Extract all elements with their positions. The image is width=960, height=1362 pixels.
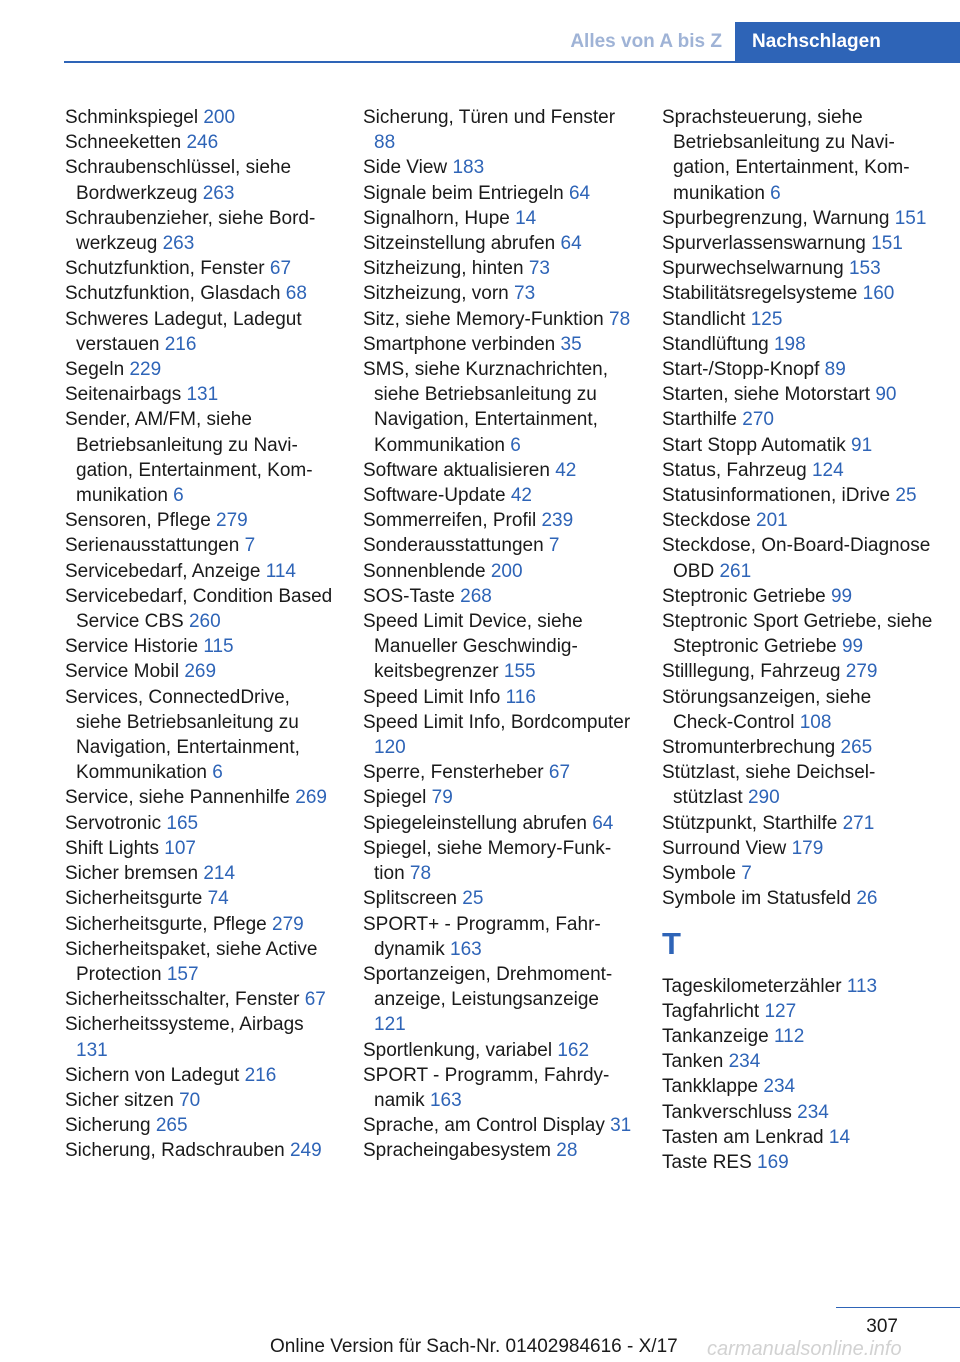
index-entry [662,458,934,483]
page-link[interactable]: 67 [548,762,571,784]
entry-text: Software aktualisieren [363,459,550,481]
page-link[interactable]: 183 [452,157,485,179]
entry-text: Starthilfe [662,409,737,431]
index-entry [662,281,934,306]
page-link[interactable]: 270 [742,409,774,431]
page-link[interactable]: 90 [875,384,897,406]
entry-text: Servicebedarf, Condition Based Service CBS [65,585,333,633]
entry-text: Steckdose [662,510,751,532]
index-entry [662,685,934,735]
page-link[interactable]: 91 [851,434,873,456]
entry-text: Sicherheitssysteme, Airbags [65,1014,304,1036]
entry-text: Service Historie [65,636,199,658]
index-entry [65,987,337,1012]
entry-text: Sperre, Fensterheber [363,762,544,784]
index-entry [662,659,934,684]
page-link[interactable]: 234 [763,1076,796,1098]
index-entry [662,433,934,458]
page-link[interactable]: 179 [791,837,824,859]
entry-text: Servotronic [65,812,162,834]
entry-text: Sicherung, Radschrauben [65,1140,285,1162]
entry-text: Tanken [662,1051,724,1073]
index-entry [662,332,934,357]
entry-text: Taste RES [662,1151,752,1173]
index-entry [363,332,635,357]
entry-text: Sicherung, Türen und Fenster [363,107,616,128]
entry-text: Sicherheitsgurte [65,888,203,910]
entry-text: Service Mobil [65,661,180,683]
entry-text: Standlicht [662,308,746,330]
index-entry [363,962,635,1038]
index-entry [363,886,635,911]
index-entry [65,659,337,684]
page-link[interactable]: 214 [203,863,236,885]
page-link[interactable]: 198 [773,333,806,355]
index-column-1 [65,105,337,1164]
entry-text: Signalhorn, Hupe [363,207,510,229]
page-link[interactable]: 89 [824,359,846,381]
entry-text: Services, ConnectedDrive, siehe Betriebsanleitung zu Navigation, Entertainment, Kommunikation [65,686,300,784]
index-entry [65,1113,337,1138]
page-link[interactable]: 279 [845,661,878,683]
entry-text: Spiegel, siehe Memory-Funktion [363,837,612,885]
entry-text: Tagfahrlicht [662,1000,760,1022]
entry-text: Tankklappe [662,1076,759,1098]
index-entry [65,836,337,861]
entry-text: Sicher bremsen [65,863,199,885]
index-entry [65,407,337,508]
header-rule [64,61,960,63]
index-entry [363,256,635,281]
page-link[interactable]: 7 [244,535,256,557]
index-entry [363,357,635,458]
page-link[interactable]: 157 [166,963,199,985]
entry-text: Sportanzeigen, Drehmomentanzeige, Leistungsanzeige [363,963,613,1011]
page-header [0,0,960,62]
page-link[interactable]: 25 [895,485,917,507]
index-entry [363,155,635,180]
page-link[interactable]: 163 [429,1089,462,1111]
page-link[interactable]: 107 [164,837,196,859]
entry-text: Spurwechselwarnung [662,258,844,280]
index-entry [65,281,337,306]
footer-rule [836,1307,960,1308]
page-link[interactable]: 260 [188,611,221,633]
page-link[interactable]: 200 [203,107,236,128]
index-entry [662,206,934,231]
page-link[interactable]: 35 [560,333,582,355]
index-entry [363,181,635,206]
page-link[interactable]: 121 [374,1014,406,1036]
page-link[interactable]: 68 [285,283,307,305]
page-link[interactable]: 269 [295,787,327,809]
page-link[interactable]: 26 [856,888,878,910]
entry-text: Stützpunkt, Starthilfe [662,812,838,834]
index-entry [662,1049,934,1074]
page-link[interactable]: 7 [741,863,752,885]
page-link[interactable]: 6 [770,182,781,204]
page-link[interactable]: 73 [514,283,536,305]
index-entry [363,483,635,508]
page-link[interactable]: 239 [541,510,574,532]
page-link[interactable]: 64 [560,233,582,255]
entry-text: Störungsanzeigen, siehe Check-Control [662,686,872,733]
index-entry [662,861,934,886]
entry-text: Splitscreen [363,888,457,910]
page-link[interactable]: 153 [848,258,881,280]
index-entry [65,634,337,659]
index-entry [662,836,934,861]
index-entry [65,937,337,987]
entry-text: Start-/Stopp-Knopf [662,359,820,381]
page-link[interactable]: 169 [757,1151,789,1173]
entry-text: Sonderausstattungen [363,535,544,557]
entry-text: Spurbegrenzung, Warnung [662,207,890,229]
page-link[interactable]: 261 [719,560,752,582]
page-number: 307 [866,1316,898,1337]
index-entry [363,533,635,558]
entry-text: Sicherheitspaket, siehe Active Protection [65,938,318,985]
page-link[interactable]: 78 [409,863,432,885]
index-entry [65,105,337,130]
page-link[interactable]: 268 [460,585,492,607]
index-entry [65,811,337,836]
entry-text: Steptronic Sport Getriebe, siehe Steptronic Getriebe [662,611,933,658]
entry-text: Schraubenschlüssel, siehe Bordwerkzeug [65,157,292,204]
page-link[interactable]: 290 [747,787,780,809]
entry-text: SPORT - Programm, Fahrdynamik [363,1064,610,1111]
page-link[interactable]: 263 [162,233,195,255]
entry-text: Sicherheitsgurte, Pflege [65,913,267,935]
index-entry [363,307,635,332]
index-entry [65,1012,337,1062]
index-entry [65,1138,337,1163]
index-entry [65,685,337,786]
entry-text: SMS, siehe Kurznachrichten, siehe Betriebsanleitung zu Navigation, Entertainment, Kommunikation [363,359,609,456]
entry-text: Shift Lights [65,837,159,859]
page-link[interactable]: 120 [374,737,406,759]
entry-text: Schweres Ladegut, Ladegut verstauen [65,308,302,355]
index-entry [363,458,635,483]
entry-text: Tankanzeige [662,1025,769,1047]
entry-text: Schminkspiegel [65,107,199,128]
entry-text: Sicher sitzen [65,1089,174,1111]
entry-text: Starten, siehe Motorstart [662,384,871,406]
index-entry [662,609,934,659]
entry-text: Seitenairbags [65,384,182,406]
chapter-tab: Nachschlagen [735,22,960,62]
page-link[interactable]: 64 [592,812,614,834]
entry-text: Sender, AM/FM, siehe Betriebsanleitung zu Navigation, Entertainment, Kommunikation [65,409,313,507]
entry-text: SPORT+ - Programm, Fahrdynamik [363,913,601,960]
entry-text: Schneeketten [65,132,182,154]
index-entry [662,508,934,533]
entry-text: Symbole im Statusfeld [662,888,852,910]
entry-text: Schutzfunktion, Glasdach [65,283,281,305]
page-link[interactable]: 265 [155,1115,188,1137]
page-link[interactable]: 79 [431,787,453,809]
index-entry [662,382,934,407]
index-entry [662,1150,934,1175]
page-link[interactable]: 200 [490,560,523,582]
entry-text: Stabilitätsregelsysteme [662,283,858,305]
index-entry [363,912,635,962]
page-link[interactable]: 160 [862,283,895,305]
index-entry [662,735,934,760]
index-entry [363,1138,635,1163]
index-entry [662,357,934,382]
page-link[interactable]: 131 [186,384,219,406]
page-link[interactable]: 265 [840,737,873,759]
index-entry [65,886,337,911]
entry-text: Service, siehe Pannenhilfe [65,787,290,809]
page-link[interactable]: 116 [505,686,536,708]
index-entry [65,382,337,407]
entry-text: Software-Update [363,485,506,507]
index-entry [363,559,635,584]
index-entry [662,256,934,281]
index-entry [65,1088,337,1113]
index-entry [65,256,337,281]
page-link[interactable]: 165 [166,812,199,834]
index-entry [65,533,337,558]
page-link[interactable]: 131 [76,1039,108,1061]
entry-text: Smartphone verbinden [363,333,556,355]
entry-text: Spiegeleinstellung abrufen [363,812,587,834]
entry-text: Tasten am Lenkrad [662,1126,824,1148]
page-link[interactable]: 124 [811,459,844,481]
index-entry [65,206,337,256]
index-entry [65,508,337,533]
index-letter-heading: T [662,925,681,961]
page-link[interactable]: 279 [216,510,248,532]
page-link[interactable]: 6 [212,762,223,784]
page-link[interactable]: 234 [728,1051,761,1073]
entry-text: Speed Limit Info [363,686,501,708]
index-entry [662,1024,934,1049]
index-entry [65,559,337,584]
index-entry [363,508,635,533]
entry-text: Steckdose, On-Board-Diagnose OBD [662,535,931,582]
page-link[interactable]: 74 [207,888,229,910]
index-entry [662,584,934,609]
page-link[interactable]: 249 [289,1140,322,1162]
page-link[interactable]: 64 [568,182,591,204]
page-link[interactable]: 70 [179,1089,201,1111]
page-link[interactable]: 42 [555,459,577,481]
entry-text: Sensoren, Pflege [65,510,211,532]
index-entry [65,155,337,205]
entry-text: Tageskilometerzähler [662,975,842,997]
index-column-2 [363,105,635,1164]
index-entry [65,357,337,382]
entry-text: Schutzfunktion, Fenster [65,258,265,280]
page-link[interactable]: 7 [548,535,560,557]
page-link[interactable]: 115 [203,636,234,658]
watermark: carmanualsonline.info [707,1338,902,1360]
entry-text: Spracheingabesystem [363,1140,551,1162]
index-entry [662,231,934,256]
index-entry [363,231,635,256]
entry-text: Spurverlassenswarnung [662,233,866,255]
page-link[interactable]: 155 [503,661,536,683]
page-link[interactable]: 42 [510,485,532,507]
index-entry [363,710,635,760]
page-link[interactable]: 67 [269,258,292,280]
index-entry [65,130,337,155]
page-link[interactable]: 25 [462,888,484,910]
entry-text: Stilllegung, Fahrzeug [662,661,841,683]
online-version-note: Online Version für Sach-Nr. 01402984616 - X/17 [270,1336,678,1357]
page-link[interactable]: 201 [756,510,788,532]
entry-text: Sitzheizung, vorn [363,283,509,305]
index-entry [662,811,934,836]
index-entry [363,105,635,155]
index-entry [363,836,635,886]
index-entry [363,785,635,810]
index-entry [363,206,635,231]
index-entry [662,999,934,1024]
entry-text: Speed Limit Device, siehe Manueller Geschwindigkeitsbegrenzer [363,611,583,683]
index-entry [363,584,635,609]
index-entry [65,785,337,810]
page-link[interactable]: 6 [173,485,184,507]
entry-text: Sitz, siehe Memory-Funktion [363,308,604,330]
page-link[interactable]: 6 [510,434,521,456]
index-entry [363,609,635,685]
index-entry [363,685,635,710]
entry-text: Signale beim Entriegeln [363,182,564,204]
page-link[interactable]: 99 [830,585,853,607]
page-link[interactable]: 78 [609,308,631,330]
index-entry [65,912,337,937]
entry-text: Sommerreifen, Profil [363,510,537,532]
page-link[interactable]: 279 [272,913,304,935]
entry-text: Stützlast, siehe Deichselstützlast [662,762,876,809]
page-link[interactable]: 269 [184,661,217,683]
page-link[interactable]: 234 [797,1101,829,1123]
page-link[interactable]: 216 [244,1064,277,1086]
entry-text: Sichern von Ladegut [65,1064,240,1086]
index-entry [662,760,934,810]
entry-text: Segeln [65,359,125,381]
entry-text: Statusinformationen, iDrive [662,485,891,507]
entry-text: Sprachsteuerung, siehe Betriebsanleitung zu Navigation, Entertainment, Kommunikation [662,107,910,204]
index-entry [363,760,635,785]
page-link[interactable]: 216 [164,333,197,355]
page-link[interactable]: 246 [186,132,219,154]
entry-text: Spiegel [363,787,427,809]
index-entry [65,584,337,634]
index-entry [65,1063,337,1088]
page-link[interactable]: 108 [799,711,832,733]
entry-text: Serienausstattungen [65,535,240,557]
entry-text: Stromunterbrechung [662,737,836,759]
entry-text: Speed Limit Info, Bordcomputer [363,711,631,733]
index-column-3 [662,105,934,1175]
page-link[interactable]: 229 [129,359,162,381]
index-entry [363,1038,635,1063]
page-link[interactable]: 31 [610,1115,632,1137]
index-entry [662,407,934,432]
page-link[interactable]: 162 [557,1039,590,1061]
page-link[interactable]: 14 [828,1126,851,1148]
entry-text: Standlüftung [662,333,769,355]
index-entry [65,861,337,886]
entry-text: Steptronic Getriebe [662,585,826,607]
entry-text: Schraubenzieher, siehe Bordwerkzeug [65,207,316,255]
page-link[interactable]: 125 [750,308,783,330]
index-entry [363,1063,635,1113]
index-entry [662,307,934,332]
index-entry [662,105,934,206]
index-entry [662,1100,934,1125]
entry-text: Symbole [662,863,736,885]
index-entry [662,886,934,911]
page-link[interactable]: 271 [842,812,875,834]
page-link[interactable]: 88 [374,132,396,154]
entry-text: Sicherung [65,1115,151,1137]
page-link[interactable]: 112 [773,1025,805,1047]
entry-text: Start Stopp Automatik [662,434,846,456]
entry-text: Sitzheizung, hinten [363,258,524,280]
index-entry [662,1125,934,1150]
index-entry [662,974,934,999]
page-link[interactable]: 263 [202,182,235,204]
page-link[interactable]: 99 [841,636,864,658]
entry-text: Sicherheitsschalter, Fenster [65,989,300,1011]
entry-text: Side View [363,157,448,179]
entry-text: Surround View [662,837,787,859]
index-entry [363,1113,635,1138]
page-link[interactable]: 114 [265,560,296,582]
entry-text: Sitzeinstellung abrufen [363,233,556,255]
page-link[interactable]: 28 [556,1140,578,1162]
page-link[interactable]: 73 [528,258,550,280]
entry-text: Tankverschluss [662,1101,792,1123]
section-title: Alles von A bis Z [570,31,722,52]
entry-text: Sonnenblende [363,560,486,582]
entry-text: SOS-Taste [363,585,455,607]
index-entry [363,811,635,836]
page-link[interactable]: 14 [515,207,537,229]
index-entry [363,281,635,306]
page-link[interactable]: 163 [450,938,482,960]
page-link[interactable]: 127 [764,1000,797,1022]
page-link[interactable]: 67 [304,989,326,1011]
page-link[interactable]: 151 [871,233,903,255]
entry-text: Sprache, am Control Display [363,1115,605,1137]
index-entry [662,483,934,508]
index-entry [662,1074,934,1099]
entry-text: Sportlenkung, variabel [363,1039,553,1061]
entry-text: Status, Fahrzeug [662,459,807,481]
page-link[interactable]: 113 [846,975,878,997]
index-entry [65,307,337,357]
entry-text: Servicebedarf, Anzeige [65,560,261,582]
page-link[interactable]: 151 [894,207,927,229]
index-entry [662,533,934,583]
